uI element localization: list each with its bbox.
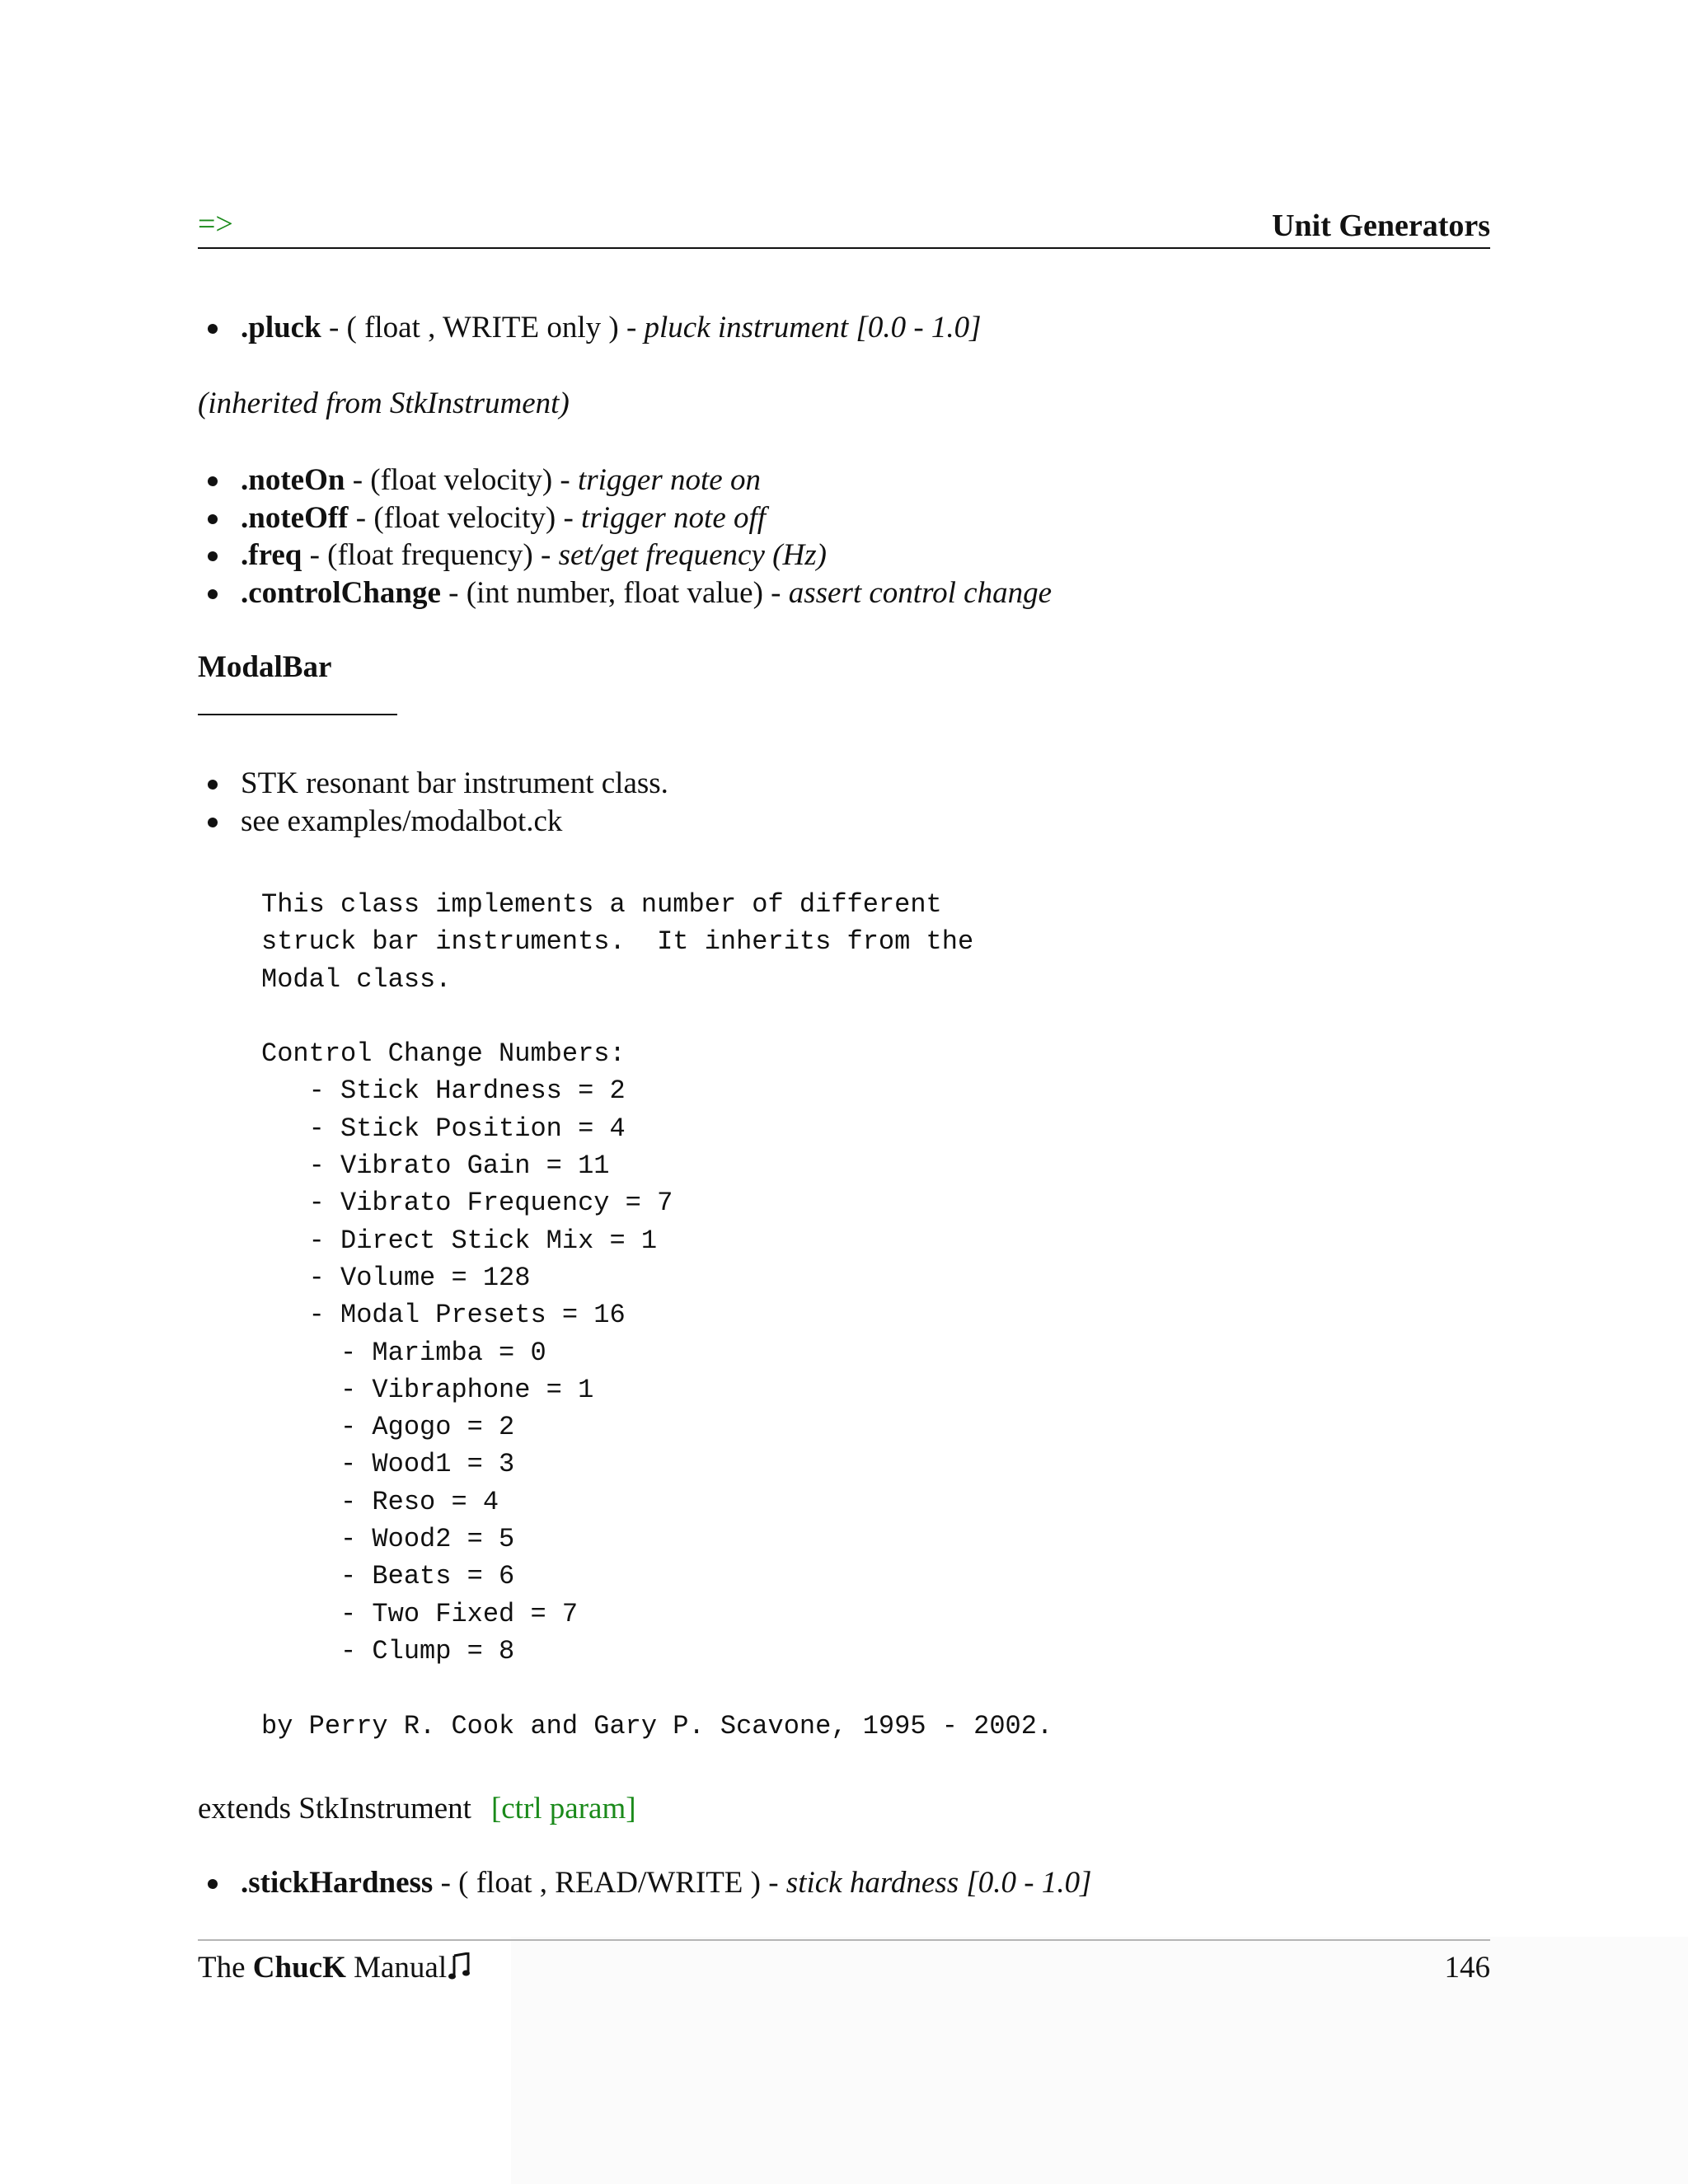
inherited-note: (inherited from StkInstrument) — [198, 387, 570, 420]
method-name: .pluck — [241, 311, 321, 344]
nav-arrow-link[interactable]: => — [198, 207, 233, 241]
list-item — [241, 462, 1052, 499]
list-item — [241, 309, 982, 347]
method-description: trigger note off — [581, 500, 767, 535]
method-description: set/get frequency (Hz) — [558, 538, 827, 572]
method-name: .noteOn — [241, 463, 345, 497]
bullet-icon — [208, 476, 218, 486]
method-description: trigger note on — [577, 463, 761, 497]
method-name: .freq — [241, 538, 302, 572]
section-title: Unit Generators — [1272, 209, 1490, 243]
method-name: .controlChange — [241, 575, 441, 610]
header-rule — [198, 247, 1490, 249]
list-item — [241, 1864, 1091, 1902]
method-signature: - (float frequency) - — [302, 538, 559, 572]
method-signature: - (float velocity) - — [345, 463, 578, 497]
method-description: stick hardness [0.0 - 1.0] — [785, 1866, 1092, 1900]
list-item — [241, 574, 1052, 612]
page-number: 146 — [1444, 1951, 1490, 1985]
method-signature: - (int number, float value) - — [440, 575, 789, 610]
bullet-icon — [208, 324, 218, 334]
bullet-icon — [208, 551, 218, 561]
footer-prefix: The — [198, 1951, 253, 1985]
class-info-text: see examples/modalbot.ck — [241, 804, 563, 838]
inherited-method-list — [241, 462, 1052, 612]
method-signature: - (float velocity) - — [348, 500, 582, 535]
bullet-icon — [208, 589, 218, 599]
footer-title — [198, 1950, 470, 1989]
method-description: pluck instrument [0.0 - 1.0] — [644, 311, 982, 344]
bullet-icon — [208, 1879, 218, 1889]
class-title-rule — [198, 714, 397, 715]
pluck-method-list — [241, 309, 982, 347]
extends-text: extends StkInstrument — [198, 1792, 471, 1825]
list-item — [241, 803, 668, 841]
param-method-list — [241, 1864, 1091, 1902]
ctrl-param-link[interactable]: [ctrl param] — [490, 1792, 636, 1825]
class-info-list — [241, 765, 668, 840]
list-item — [241, 499, 1052, 537]
list-item — [241, 765, 668, 803]
page-shadow — [511, 1937, 1688, 2184]
bullet-icon — [208, 780, 218, 790]
method-name: .stickHardness — [241, 1866, 434, 1900]
class-title: ModalBar — [198, 650, 332, 684]
class-info-text: STK resonant bar instrument class. — [241, 766, 668, 800]
footer-suffix: Manual — [345, 1951, 448, 1985]
method-description: assert control change — [788, 575, 1052, 610]
extends-line — [198, 1791, 636, 1826]
method-name: .noteOff — [241, 500, 349, 535]
footer-brand: ChucK — [252, 1951, 346, 1985]
method-signature: - ( float , WRITE only ) - — [321, 311, 645, 344]
list-item — [241, 537, 1052, 574]
footer-rule — [198, 1939, 1490, 1941]
class-description-code: This class implements a number of different struck bar instruments. It inherits from the Modal class. Control Change Numbers: - Stick Hardness = 2 - Stick Position = 4 - Vibrato Gain = 11 - Vibrato Frequency = 7 - Direct Stick Mix = 1 - Volume = 128 - Modal Presets = 16 - Marimba = 0 - Vibraphone = 1 - Agogo = 2 - Wood1 = 3 - Reso = 4 - Wood2 = 5 - Beats = 6 - Two Fixed = 7 - Clump = 8 by Perry R. Cook and Gary P. Scavone, 1995 - 2002. — [261, 889, 1053, 1741]
music-note-icon — [448, 1952, 470, 1989]
bullet-icon — [208, 818, 218, 827]
bullet-icon — [208, 514, 218, 524]
method-signature: - ( float , READ/WRITE ) - — [433, 1866, 786, 1900]
